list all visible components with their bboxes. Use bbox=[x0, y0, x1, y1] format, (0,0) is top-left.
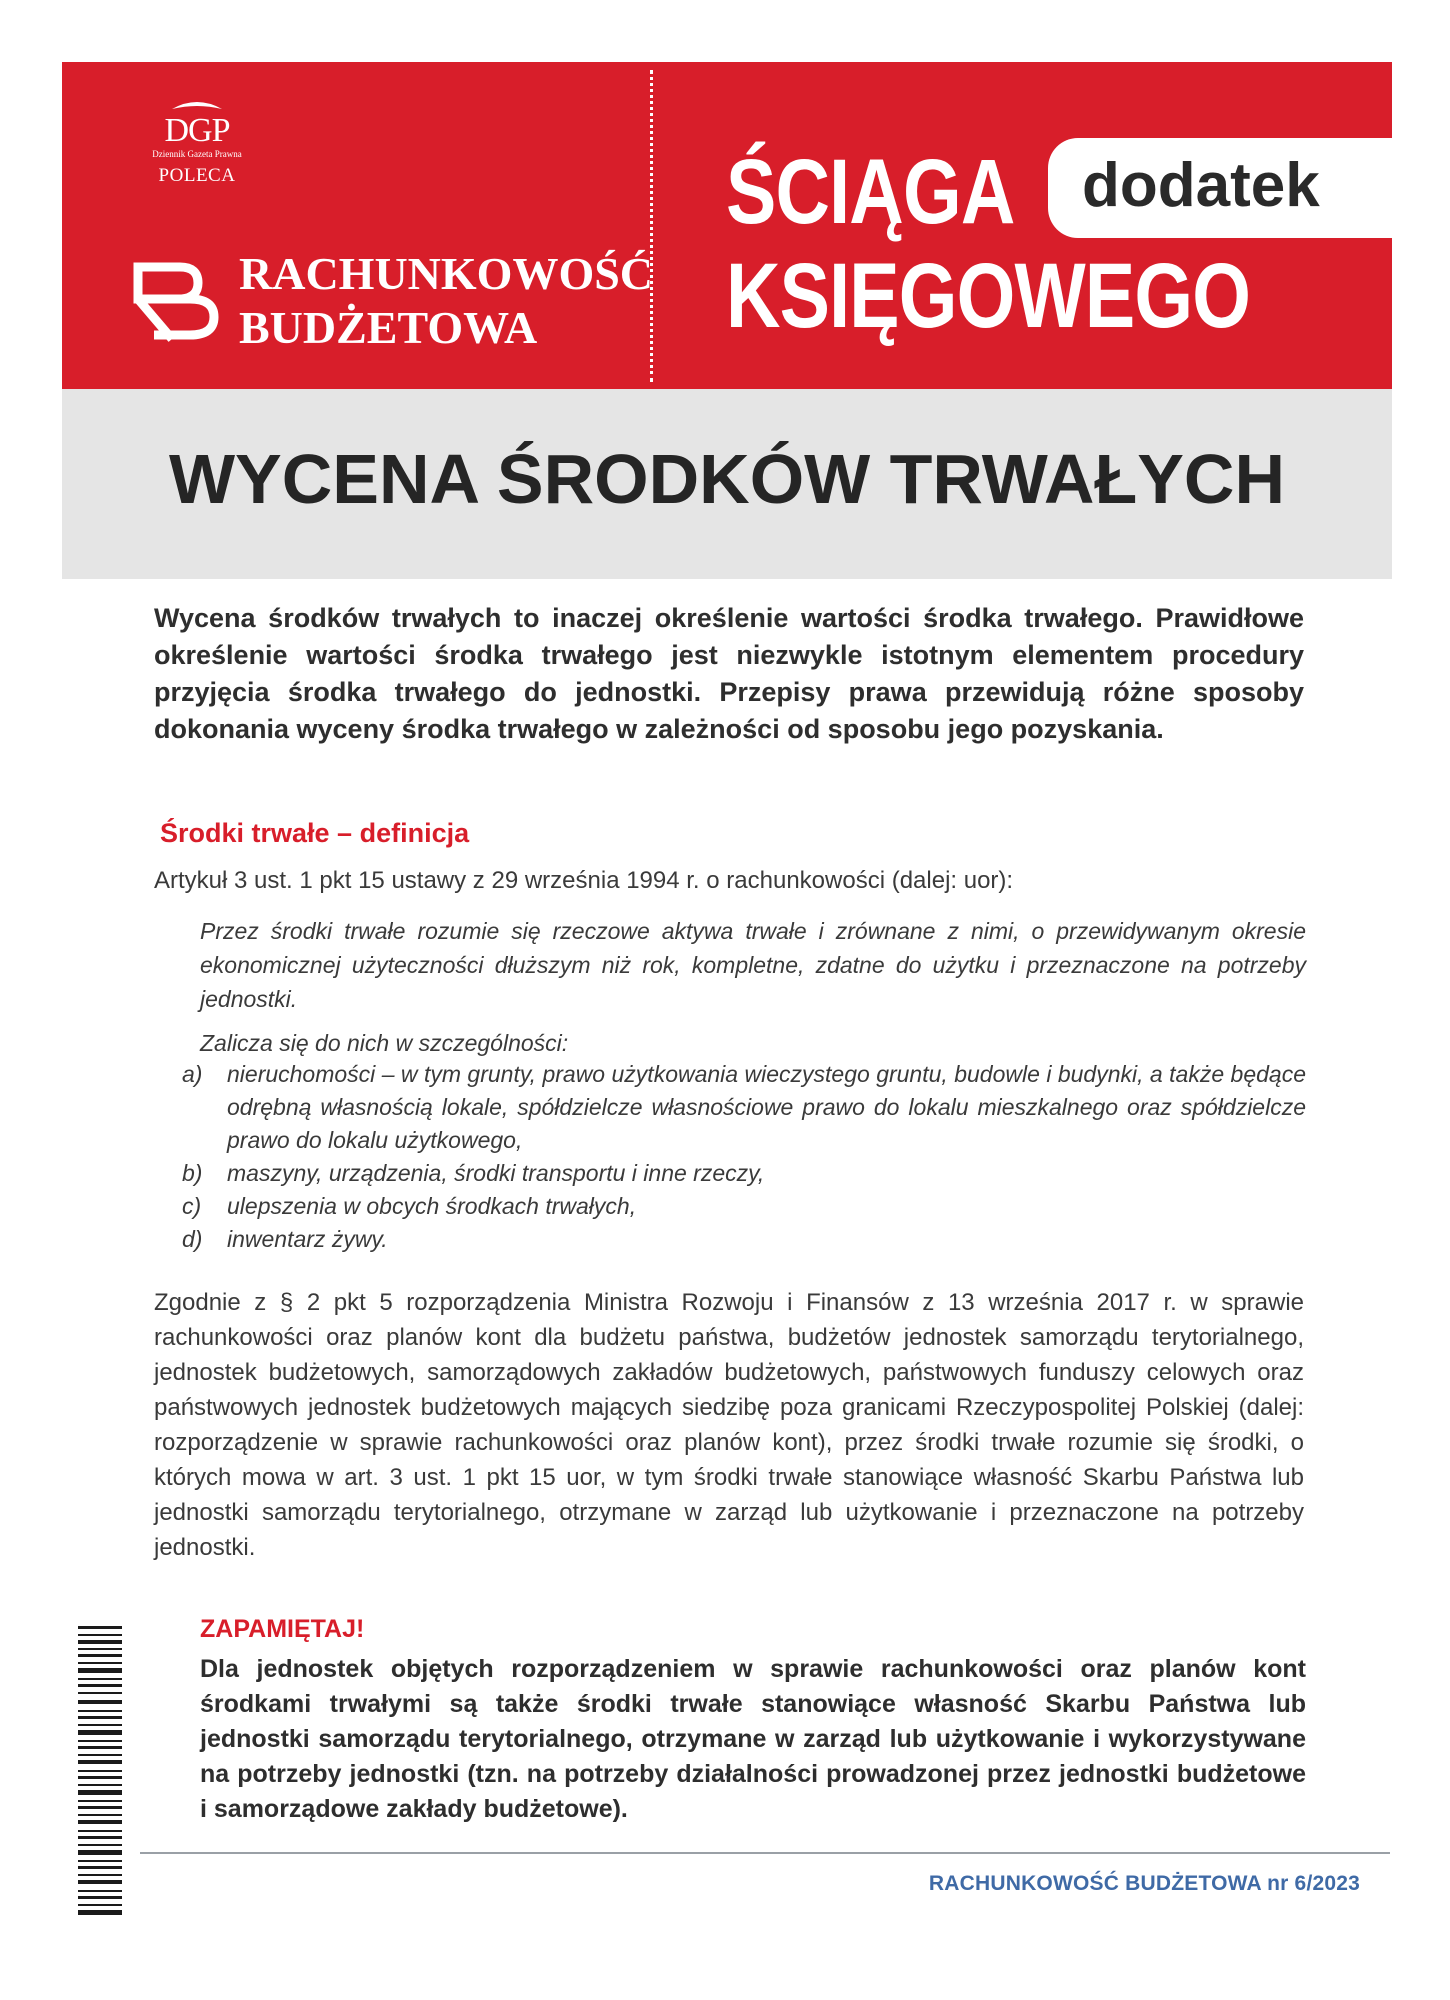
eagle-icon bbox=[142, 97, 252, 113]
list-item bbox=[182, 1157, 1306, 1190]
list-item-letter: d) bbox=[182, 1226, 203, 1252]
footer-issue: RACHUNKOWOŚĆ BUDŻETOWA nr 6/2023 bbox=[928, 1872, 1360, 1895]
barcode-icon bbox=[78, 1626, 122, 1916]
quote-paragraph-2: Zalicza się do nich w szczególności: bbox=[200, 1030, 569, 1056]
list-item-text: nieruchomości – w tym grunty, prawo użytkowania wieczystego gruntu, budowle i budynki, a także będące odrębną własnością lokale, spółdzielcze własnościowe prawo do lokalu mieszkalnego oraz spółdzielcze prawo do lokalu użytkowego, bbox=[227, 1061, 1306, 1153]
rb-line-2: BUDŻETOWA bbox=[239, 302, 538, 353]
list-item bbox=[182, 1223, 1306, 1256]
title-band bbox=[62, 389, 1392, 579]
dodatek-label: dodatek bbox=[1082, 151, 1320, 220]
intro-paragraph: Wycena środków trwałych to inaczej określenie wartości środka trwałego. Prawidłowe określenie wartości środka trwałego jest niezwykle istotnym elementem procedury przyjęcia środka trwałego do jednostki. Przepisy prawa przewidują różne sposoby dokonania wyceny środka trwałego w zależności od sposobu jego pozyskania. bbox=[154, 603, 1304, 744]
definition-list bbox=[182, 1058, 1306, 1256]
list-item bbox=[182, 1058, 1306, 1157]
rb-logo-icon bbox=[132, 247, 232, 347]
quote-paragraph-1: Przez środki trwałe rozumie się rzeczowe aktywa trwałe i zrównane z nimi, o przewidywanym okresie ekonomicznej użyteczności dłuższym niż rok, kompletne, zdatne do użytku i przeznaczone na potrzeby jednostki. bbox=[200, 918, 1306, 1012]
rb-publication-name bbox=[239, 247, 653, 355]
remember-text: Dla jednostek objętych rozporządzeniem w sprawie rachunkowości oraz planów kont środkami trwałymi są także środki trwałe stanowiące własność Skarbu Państwa lub jednostki samorządu terytorialnego, otrzymane w zarząd lub użytkowanie i wykorzystywane na potrzeby jednostki (tzn. na potrzeby działalności prowadzonej przez jednostki budżetowe i samorządowe zakłady budżetowe). bbox=[200, 1655, 1306, 1823]
list-item-text: maszyny, urządzenia, środki transportu i inne rzeczy, bbox=[227, 1160, 765, 1186]
list-item-text: inwentarz żywy. bbox=[227, 1226, 388, 1252]
dgp-badge bbox=[142, 97, 252, 189]
header-band bbox=[62, 62, 1392, 389]
dgp-logo: DGP bbox=[164, 112, 230, 149]
list-item-letter: b) bbox=[182, 1160, 203, 1186]
list-item-letter: a) bbox=[182, 1061, 203, 1087]
list-item bbox=[182, 1190, 1306, 1223]
regulation-paragraph: Zgodnie z § 2 pkt 5 rozporządzenia Ministra Rozwoju i Finansów z 13 września 2017 r. w sprawie rachunkowości oraz planów kont dla budżetu państwa, budżetów jednostek samorządu terytorialnego, jednostek budżetowych, samorządowych zakładów budżetowych, państwowych funduszy celowych oraz państwowych jednostek budżetowych mających siedzibę poza granicami Rzeczypospolitej Polskiej (dalej: rozporządzenie w sprawie rachunkowości oraz planów kont), przez środki trwałe rozumie się środki, o których mowa w art. 3 ust. 1 pkt 15 uor, w tym środki trwałe stanowiące własność Skarbu Państwa lub jednostki samorządu terytorialnego, otrzymane w zarząd lub użytkowanie i przeznaczone na potrzeby jednostki. bbox=[154, 1289, 1304, 1561]
list-item-letter: c) bbox=[182, 1193, 202, 1219]
list-item-text: ulepszenia w obcych środkach trwałych, bbox=[227, 1193, 637, 1219]
sciaga-line-2: KSIĘGOWEGO bbox=[726, 245, 1251, 347]
dgp-subtitle: Dziennik Gazeta Prawna bbox=[152, 149, 242, 159]
remember-heading: ZAPAMIĘTAJ! bbox=[200, 1615, 365, 1643]
page-title: WYCENA ŚRODKÓW TRWAŁYCH bbox=[168, 440, 1286, 518]
rb-line-1: RACHUNKOWOŚĆ bbox=[239, 248, 654, 299]
footer-divider bbox=[140, 1852, 1390, 1854]
dgp-poleca: POLECA bbox=[158, 165, 236, 186]
sciaga-title bbox=[726, 140, 1250, 348]
sciaga-line-1: ŚCIĄGA bbox=[726, 141, 1015, 243]
definition-quote bbox=[200, 914, 1306, 1070]
section-heading: Środki trwałe – definicja bbox=[160, 818, 470, 848]
header-divider bbox=[650, 70, 653, 382]
article-reference: Artykuł 3 ust. 1 pkt 15 ustawy z 29 września 1994 r. o rachunkowości (dalej: uor): bbox=[154, 867, 1014, 894]
